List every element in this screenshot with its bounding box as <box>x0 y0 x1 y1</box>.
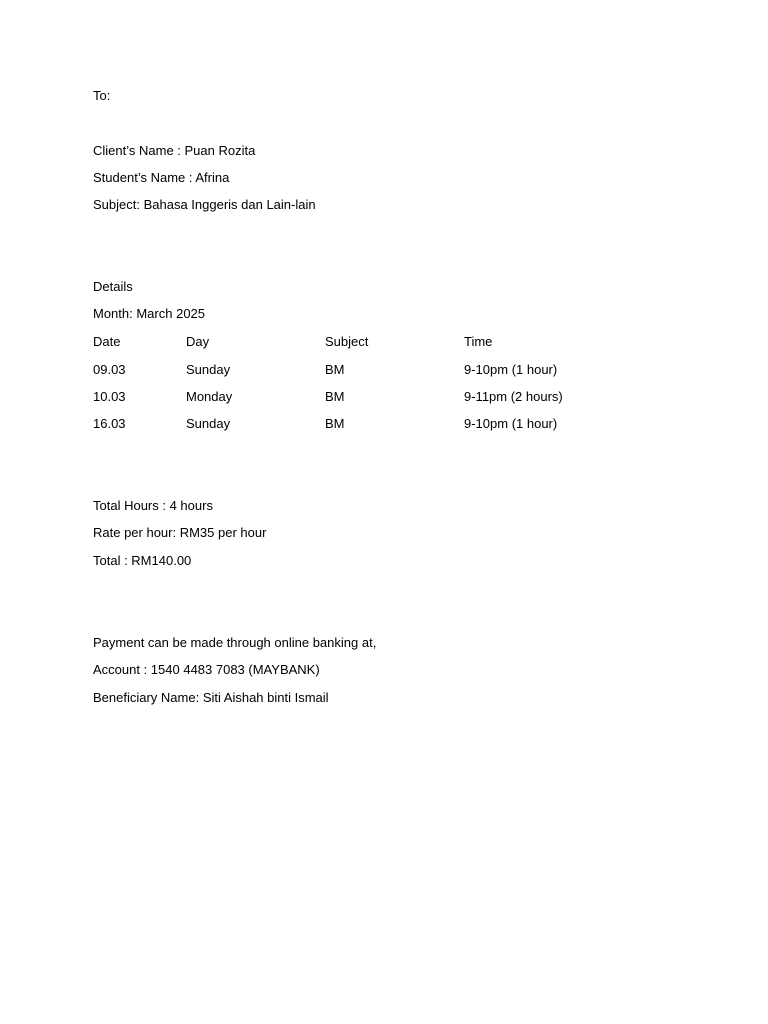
total-amount: Total : RM140.00 <box>93 553 192 568</box>
to-label: To: <box>93 88 111 103</box>
row-day: Sunday <box>186 362 231 377</box>
header-subject: Subject <box>325 334 369 349</box>
table-row <box>93 416 693 432</box>
row-subject: BM <box>325 389 345 404</box>
row-time: 9-10pm (1 hour) <box>464 362 558 377</box>
header-date: Date <box>93 334 121 349</box>
row-date: 09.03 <box>93 362 126 377</box>
row-subject: BM <box>325 362 345 377</box>
subject-line: Subject: Bahasa Inggeris dan Lain-lain <box>93 197 316 212</box>
row-date: 16.03 <box>93 416 126 431</box>
header-day: Day <box>186 334 210 349</box>
table-row <box>93 389 693 405</box>
rate-per-hour: Rate per hour: RM35 per hour <box>93 525 267 540</box>
header-time: Time <box>464 334 493 349</box>
table-row <box>93 362 693 378</box>
row-day: Sunday <box>186 416 231 431</box>
row-date: 10.03 <box>93 389 126 404</box>
row-time: 9-10pm (1 hour) <box>464 416 558 431</box>
row-day: Monday <box>186 389 233 404</box>
row-time: 9-11pm (2 hours) <box>464 389 563 404</box>
account-number: Account : 1540 4483 7083 (MAYBANK) <box>93 662 320 677</box>
total-hours: Total Hours : 4 hours <box>93 498 213 513</box>
beneficiary-name: Beneficiary Name: Siti Aishah binti Ismail <box>93 690 329 705</box>
details-heading: Details <box>93 279 133 294</box>
payment-intro: Payment can be made through online banking at, <box>93 635 377 650</box>
student-name: Student’s Name : Afrina <box>93 170 230 185</box>
row-subject: BM <box>325 416 345 431</box>
table-header-row <box>93 334 693 350</box>
month-line: Month: March 2025 <box>93 306 206 321</box>
client-name: Client’s Name : Puan Rozita <box>93 143 256 158</box>
